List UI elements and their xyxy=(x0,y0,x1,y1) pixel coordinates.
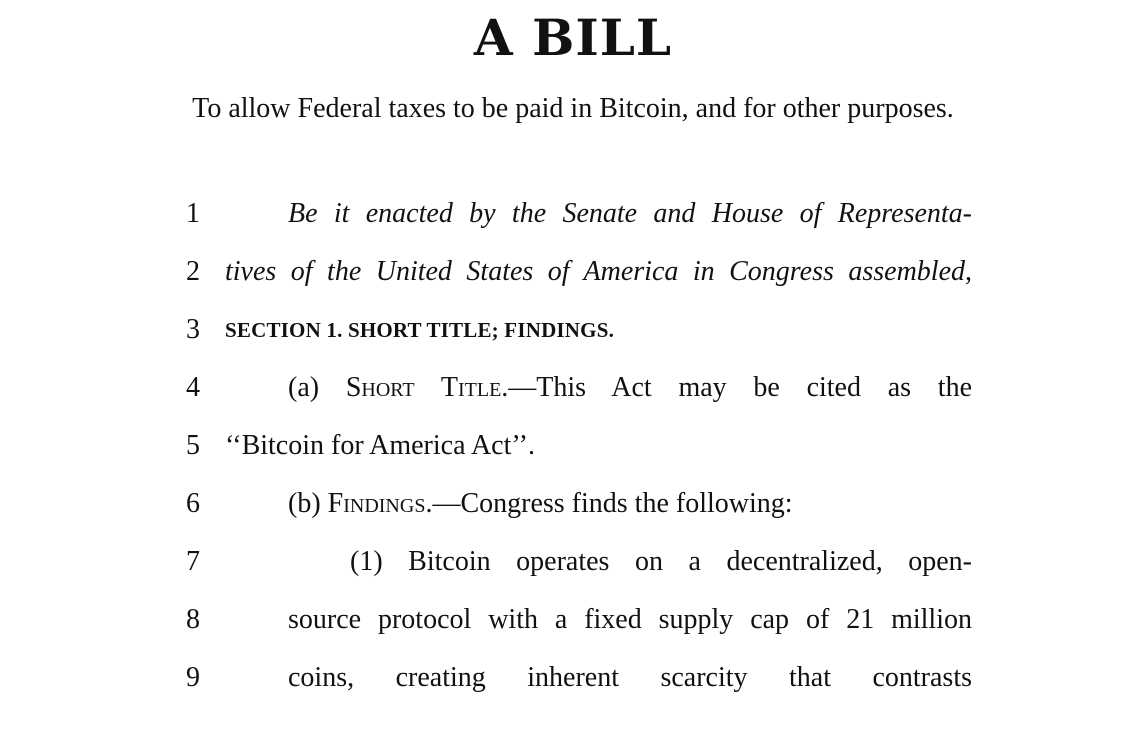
enacting-clause-line: tives of the United States of America in Congress assembled, xyxy=(225,256,972,287)
bill-purpose: To allow Federal taxes to be paid in Bitcoin, and for other purposes. xyxy=(192,93,954,124)
bill-title: A BILL xyxy=(473,8,673,67)
subsection-label: (b) xyxy=(288,488,328,519)
line-number: 5 xyxy=(186,430,200,461)
subsection-text: —This Act may be cited as the xyxy=(508,372,972,403)
finding-line: coins, creating inherent scarcity that contrasts xyxy=(288,662,972,693)
line-number: 7 xyxy=(186,546,200,577)
subsection-heading-short-title: Short Title. xyxy=(345,372,509,403)
enacting-clause-line: Be it enacted by the Senate and House of Representa- xyxy=(288,198,972,229)
line-number: 9 xyxy=(186,662,200,693)
section-heading: SECTION 1. SHORT TITLE; FINDINGS. xyxy=(225,318,615,342)
subsection-b-line xyxy=(288,486,793,522)
line-number: 1 xyxy=(186,198,200,229)
subsection-text: —Congress finds the following: xyxy=(432,488,793,519)
subsection-label: (a) xyxy=(288,372,346,403)
short-title-text: ‘‘Bitcoin for America Act’’. xyxy=(225,430,535,461)
line-number: 6 xyxy=(186,488,200,519)
finding-line: source protocol with a fixed supply cap of 21 million xyxy=(288,604,972,635)
finding-line: (1) Bitcoin operates on a decentralized, open- xyxy=(350,546,972,577)
line-number: 8 xyxy=(186,604,200,635)
line-number: 3 xyxy=(186,314,200,345)
line-number: 2 xyxy=(186,256,200,287)
subsection-heading-findings: Findings. xyxy=(327,488,433,519)
line-number: 4 xyxy=(186,372,200,403)
subsection-a-line xyxy=(288,370,972,406)
